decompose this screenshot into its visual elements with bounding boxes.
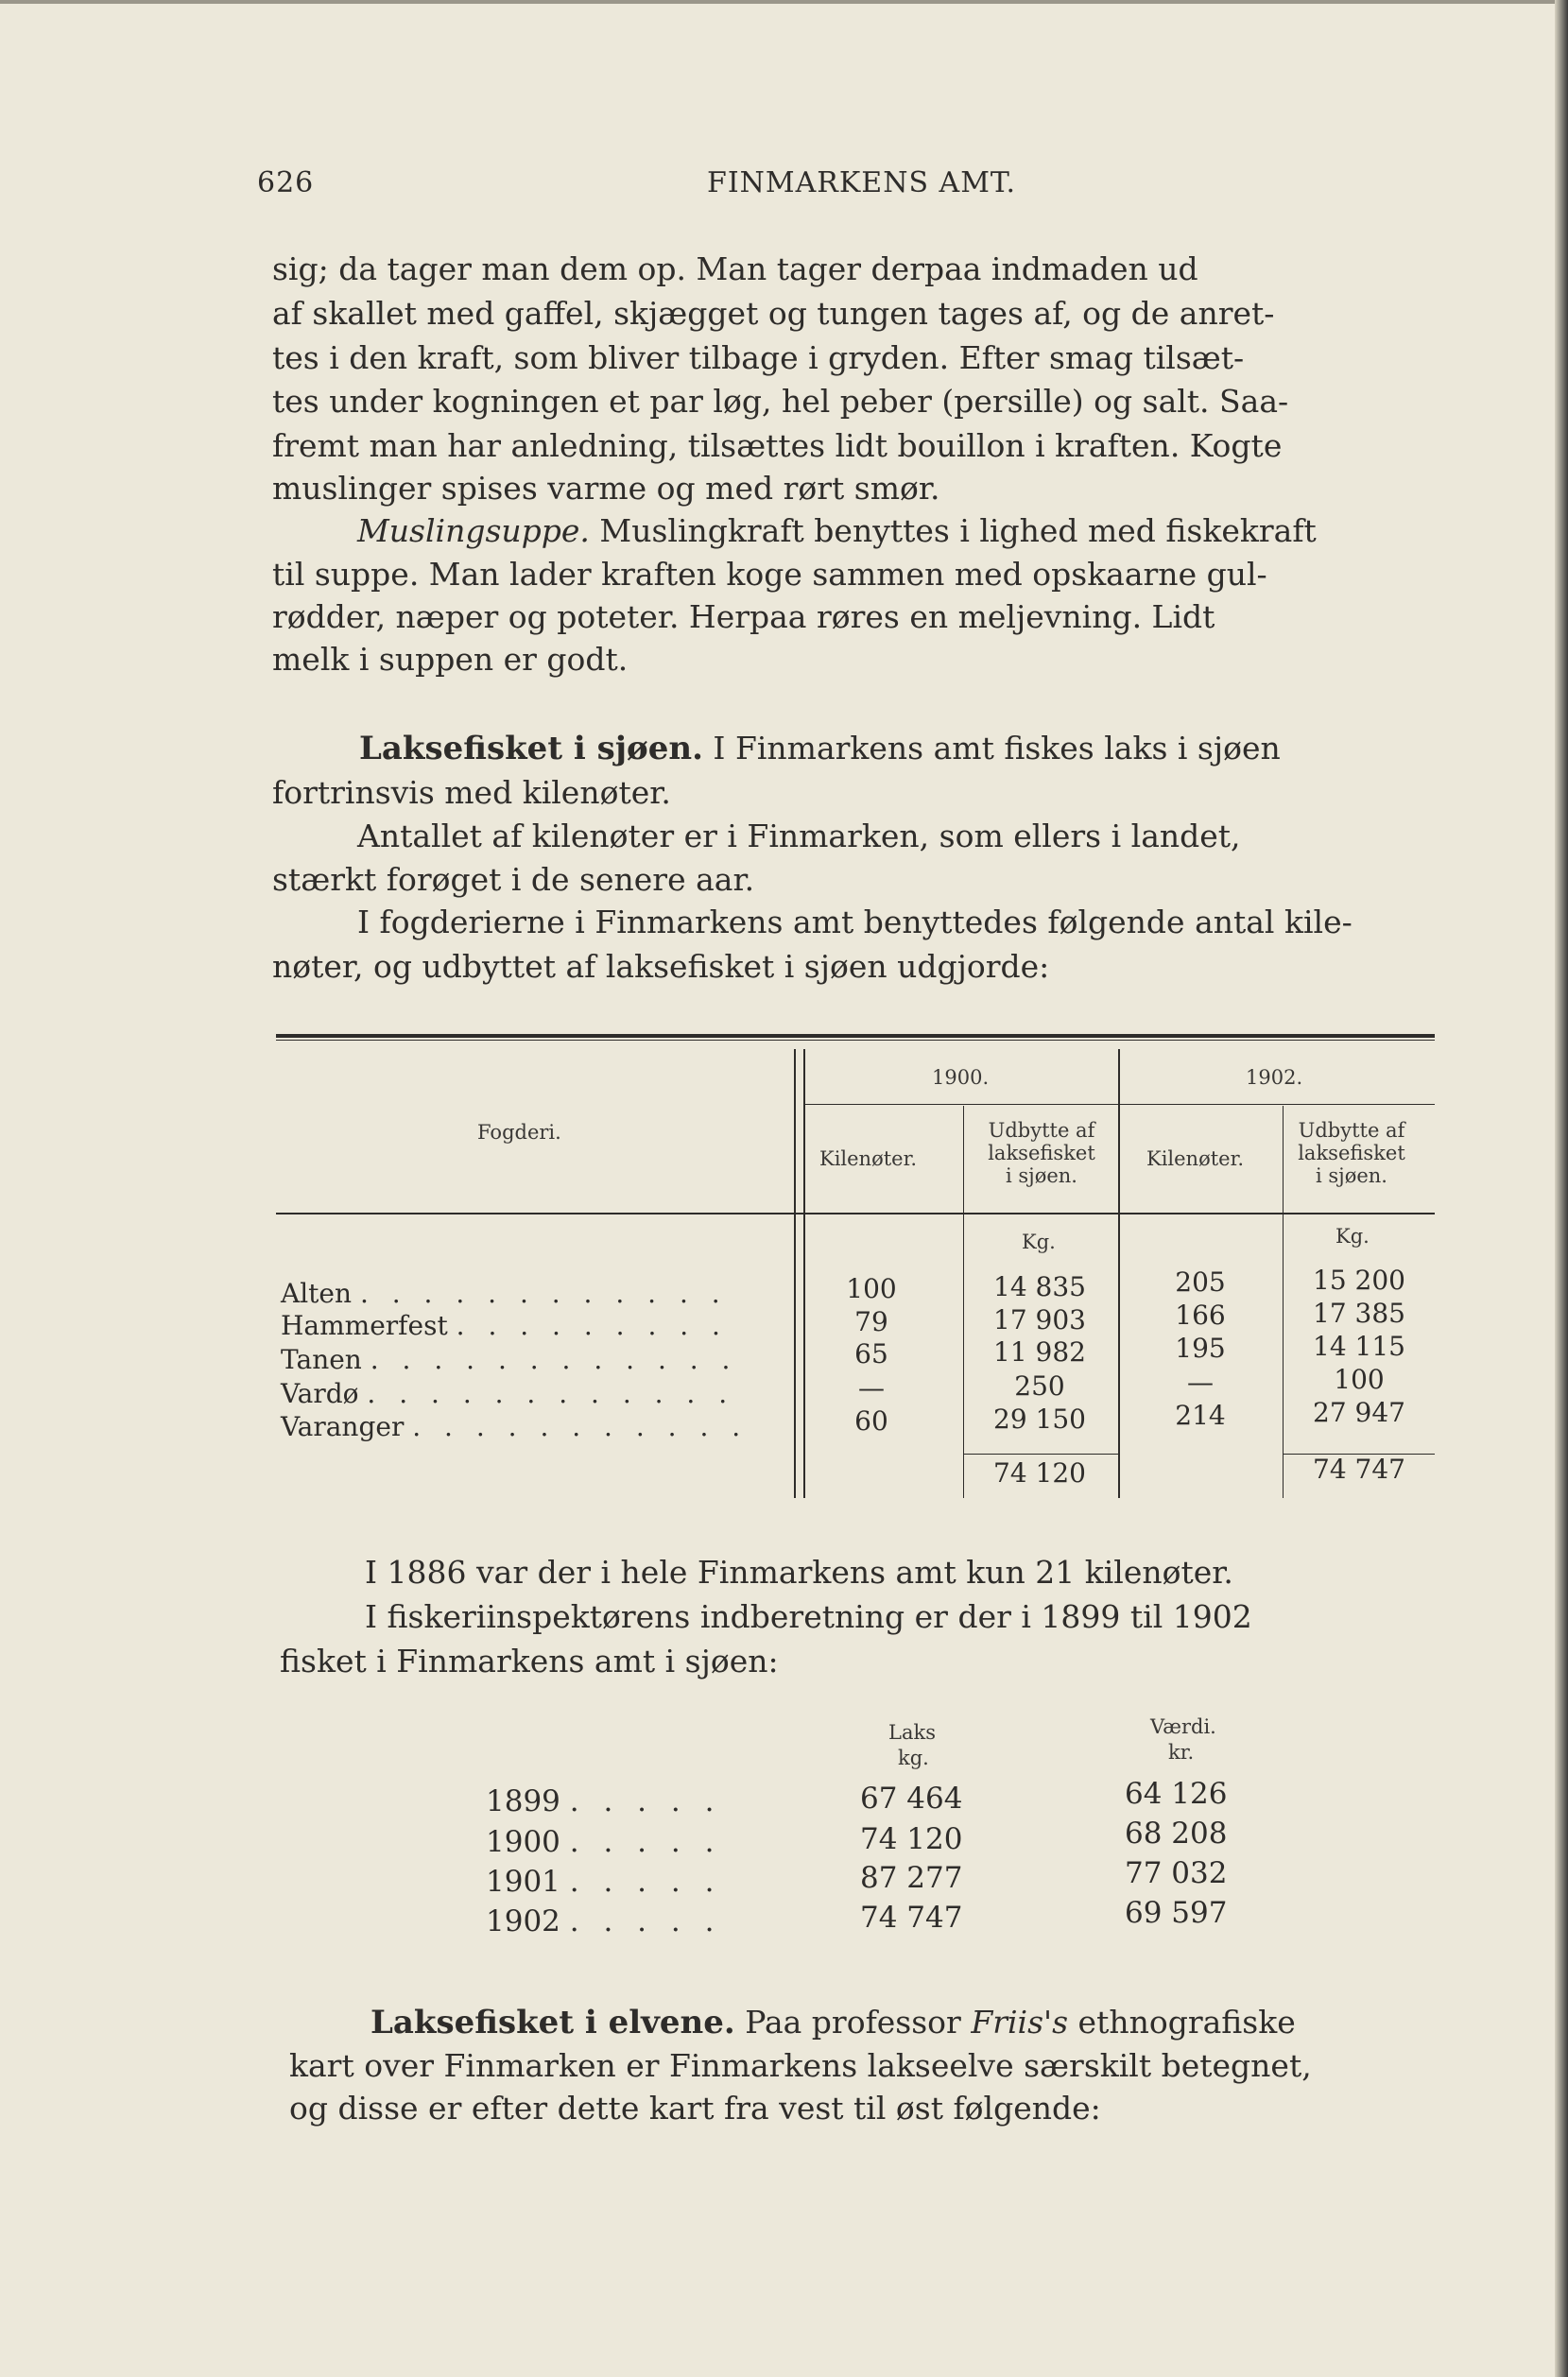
text-line: fisket i Finmarkens amt i sjøen: [280,1643,779,1679]
col-divider [1118,1049,1120,1498]
cell-udbytte-1902: 14 115 [1313,1331,1405,1362]
cell-vaerdi: 77 032 [1125,1856,1228,1890]
col-laks: Laks [888,1721,936,1744]
section-heading-elvene: Laksefisket i elvene. Paa professor Friis's ethnografiske [370,2004,1296,2041]
col-kilenoter-1902: Kilenøter. [1146,1147,1244,1170]
cell-laks: 87 277 [860,1861,963,1895]
heading-bold: Laksefisket i elvene. [370,2004,735,2041]
text-rest: Muslingkraft benyttes i lighed med fiskekraft [589,512,1317,549]
cell-udbytte-1902: 27 947 [1313,1397,1405,1428]
table-row: Hammerfest . . . . . . . . . [281,1310,728,1341]
cell-kilenoter-1900: 65 [854,1338,888,1369]
text-line-muslingsuppe [357,509,1317,552]
text-line: af skallet med gaffel, skjægget og tungen tages af, og de anret- [272,295,1275,332]
text-line: I 1886 var der i hele Finmarkens amt kun 21 kilenøter. [365,1554,1233,1591]
col-divider [794,1049,796,1498]
cell-vaerdi: 69 597 [1125,1896,1228,1930]
col-fogderi: Fogderi. [477,1121,561,1144]
table-top-rule [276,1034,1435,1038]
table-row: Varanger . . . . . . . . . . . [281,1411,749,1442]
cell-kilenoter-1902: — [1187,1367,1214,1398]
text-line: nøter, og udbyttet af laksefisket i sjøen udgjorde: [272,948,1050,985]
cell-kilenoter-1900: 79 [854,1306,888,1337]
col-vaerdi: Værdi. [1150,1715,1216,1738]
year-1900: 1900. [932,1066,990,1089]
cell-udbytte-1902: 15 200 [1313,1265,1405,1296]
text-line: til suppe. Man lader kraften koge sammen med opskaarne gul- [272,556,1267,593]
table-row: 1899 . . . . . [486,1784,722,1818]
unit-kg-1900: Kg. [1022,1231,1056,1253]
text-rest: I Finmarkens amt fiskes laks i sjøen [702,730,1281,766]
col-divider [963,1106,964,1498]
unit-kg-1902: Kg. [1335,1225,1370,1248]
header-bottom-rule [276,1213,1435,1214]
text-line: og disse er efter dette kart fra vest til øst følgende: [289,2090,1101,2127]
cell-udbytte-1900: 14 835 [993,1271,1086,1302]
cell-kilenoter-1900: 100 [846,1273,897,1304]
page-number: 626 [257,166,315,199]
total-1902: 74 747 [1313,1454,1405,1485]
cell-udbytte-1902: 17 385 [1313,1298,1405,1329]
text-line: muslinger spises varme og med rørt smør. [272,470,940,507]
table-row: Tanen . . . . . . . . . . . . [281,1344,738,1375]
table-row: 1900 . . . . . [486,1825,722,1859]
cell-udbytte-1900: 11 982 [993,1336,1086,1368]
cell-kilenoter-1900: — [858,1372,885,1404]
cell-kilenoter-1900: 60 [854,1405,888,1437]
heading-bold: Laksefisket i sjøen. [359,730,703,767]
section-heading-sjoen [359,727,1281,770]
sum-rule-1900 [963,1454,1118,1455]
cell-kilenoter-1902: 205 [1175,1266,1226,1298]
running-title: FINMARKENS AMT. [707,166,1017,199]
table-row: 1901 . . . . . [486,1865,722,1899]
text-line: rødder, næper og poteter. Herpaa røres en meljevning. Lidt [272,598,1215,635]
page-edge-top [0,0,1568,4]
cell-laks: 74 120 [860,1822,963,1856]
text-line: melk i suppen er godt. [272,641,629,678]
total-1900: 74 120 [993,1457,1086,1489]
cell-udbytte-1900: 250 [1014,1370,1065,1402]
text-line: sig; da tager man dem op. Man tager derpaa indmaden ud [272,250,1198,287]
col-laks-unit: kg. [898,1747,929,1769]
table-row: Alten . . . . . . . . . . . . [281,1278,728,1309]
col-divider [803,1049,805,1498]
cell-udbytte-1902: 100 [1334,1364,1385,1395]
text-line: stærkt forøget i de senere aar. [272,861,755,898]
col-divider [1283,1106,1284,1498]
col-kilenoter-1900: Kilenøter. [819,1147,917,1170]
cell-kilenoter-1902: 195 [1175,1333,1226,1364]
table-row: Vardø . . . . . . . . . . . . [281,1378,735,1409]
text-line: I fiskeriinspektørens indberetning er der i 1899 til 1902 [365,1598,1252,1635]
cell-kilenoter-1902: 166 [1175,1300,1226,1331]
text-line: I fogderierne i Finmarkens amt benyttedes følgende antal kile- [357,904,1353,940]
text-line: kart over Finmarken er Finmarkens lakseelve særskilt betegnet, [289,2047,1312,2084]
cell-kilenoter-1902: 214 [1175,1400,1226,1431]
text-line: fortrinsvis med kilenøter. [272,774,671,811]
table-row: 1902 . . . . . [486,1904,722,1938]
year-1902: 1902. [1246,1066,1303,1089]
col-vaerdi-unit: kr. [1168,1741,1195,1764]
page-edge-right [1555,0,1568,2377]
cell-udbytte-1900: 29 150 [993,1404,1086,1435]
col-udbytte-1900: Udbytte af laksefisket i sjøen. [988,1119,1095,1187]
text-line: fremt man har anledning, tilsættes lidt bouillon i kraften. Kogte [272,427,1283,464]
italic-lead: Muslingsuppe. [357,512,590,549]
cell-laks: 74 747 [860,1901,963,1935]
text-line: Antallet af kilenøter er i Finmarken, som ellers i landet, [357,818,1241,854]
table-top-rule-thin [276,1040,1435,1041]
year-rule [803,1104,1435,1105]
italic-name: Friis's [971,2004,1069,2041]
text-line: tes i den kraft, som bliver tilbage i gryden. Efter smag tilsæt- [272,339,1245,376]
cell-laks: 67 464 [860,1782,963,1816]
cell-udbytte-1900: 17 903 [993,1304,1086,1335]
cell-vaerdi: 68 208 [1125,1817,1228,1851]
cell-vaerdi: 64 126 [1125,1777,1228,1811]
col-udbytte-1902: Udbytte af laksefisket i sjøen. [1298,1119,1405,1187]
text-line: tes under kogningen et par løg, hel peber (persille) og salt. Saa- [272,383,1289,420]
